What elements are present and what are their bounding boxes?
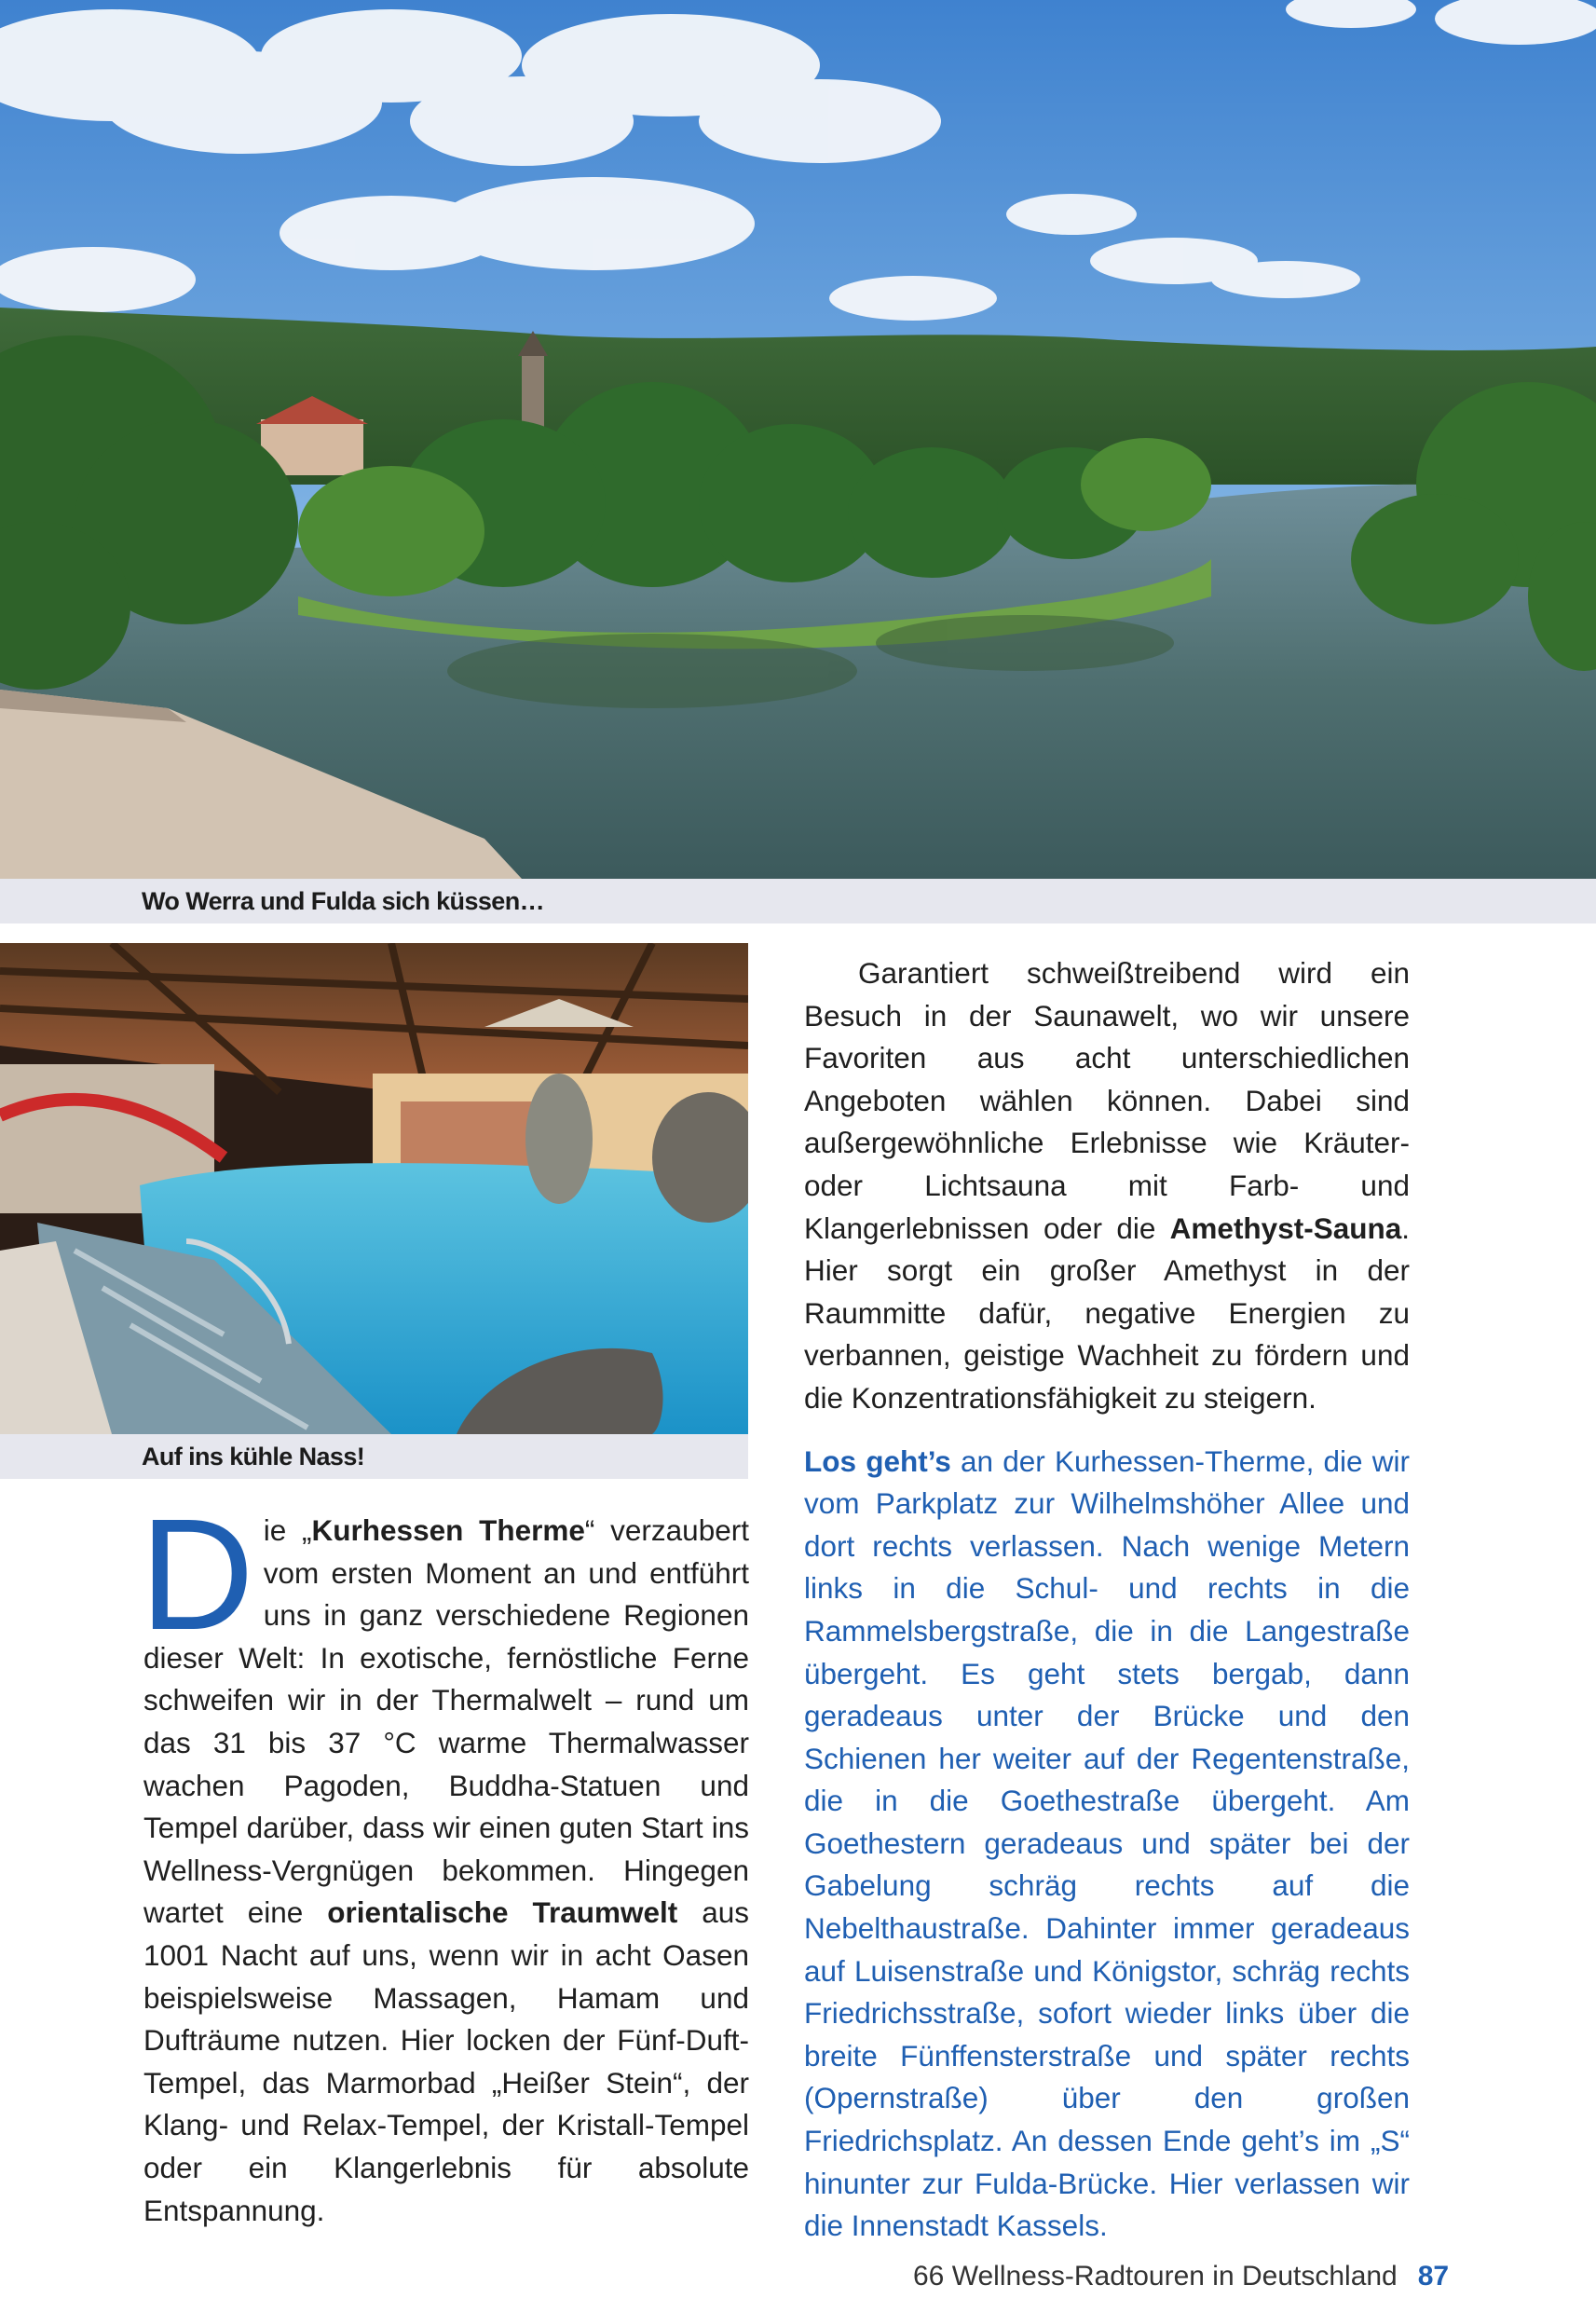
river-landscape-illustration [0,0,1596,879]
sauna-paragraph [804,952,1410,1420]
left-text-column [140,1486,750,2232]
top-photo-caption: Wo Werra und Fulda sich küssen… [0,879,1596,923]
text-run: . Hier sorgt ein großer Amethyst in der Raummitte dafür, negative Energien zu verbannen, geistige Wachheit zu fördern und die Konzentrationsfähigkeit zu steigern. [804,1211,1410,1415]
page-number: 87 [1417,2261,1450,2291]
text-run: “ verzaubert vom ersten Moment an und entführt uns in ganz verschiedene Regionen dieser Welt: In exotische, fernöstliche Ferne schweifen wir in der Thermalwelt – rund um das 31 bis 37 °C warme Thermalwasser wachen Pagoden, Buddha-Statuen und Tempel darüber, dass wir einen guten Start ins Wellness-Vergnügen bekommen. Hingegen wartet eine [143,1513,749,1930]
bold-term-amethyst-sauna: Amethyst-Sauna [1169,1211,1402,1245]
page-footer [913,2261,1472,2292]
kurhessen-therme-paragraph [140,1486,750,2232]
route-description-paragraph [804,1441,1410,2248]
bold-term-kurhessen-therme: Kurhessen Therme [311,1513,585,1547]
text-run: ie „ [263,1513,312,1547]
text-run: aus 1001 Nacht auf uns, wenn wir in acht Oasen beispielsweise Massagen, Hamam und Dufträume nutzen. Hier locken der Fünf-Duft-Tempel, das Marmorbad „Heißer Stein“, der Klang- und Relax-Tempel, der Kristall-Tempel oder ein Klangerlebnis für absolute Entspannung. [143,1895,750,2227]
bold-term-orientalische-traumwelt: orientalische Traumwelt [327,1895,678,1930]
text-run: Garantiert schweißtreibend wird ein Besuch in der Saunawelt, wo wir unsere Favoriten aus acht unterschiedlichen Angeboten wählen können. Dabei sind außergewöhnliche Erlebnisse wie Kräuter- oder Lichtsauna mit Farb- und Klangerlebnissen oder die [804,956,1410,1245]
river-landscape-photo [0,0,1596,879]
thermal-pool-photo [0,943,748,1434]
pool-photo-caption: Auf ins kühle Nass! [0,1434,748,1479]
drop-cap: D [140,1486,254,1663]
thermal-pool-illustration [0,943,748,1434]
route-lead: Los geht’s [804,1443,951,1478]
book-title: 66 Wellness-Radtouren in Deutschland [913,2261,1398,2291]
right-text-column [804,952,1410,2248]
text-run: an der Kurhessen-Therme, die wir vom Parkplatz zur Wilhelmshöher Allee und dort rechts verlassen. Nach wenige Metern links in die Schul- und rechts in die Rammelsbergstraße, die in die Langestraße übergeht. Es geht stets bergab, dann geradeaus unter der Brücke und den Schienen her weiter auf der Regentenstraße, die in die Goethestraße übergeht. Am Goethestern geradeaus und später bei der Gabelung schräg rechts auf die Nebelthaustraße. Dahinter immer geradeaus auf Luisenstraße und Königstor, schräg rechts Friedrichsstraße, sofort wieder links über die breite Fünffensterstraße und später rechts (Opernstraße) über den großen Friedrichsplatz. An dessen Ende geht’s im „S“ hinunter zur Fulda-Brücke. Hier verlassen wir die Innenstadt Kassels. [804,1443,1410,2243]
